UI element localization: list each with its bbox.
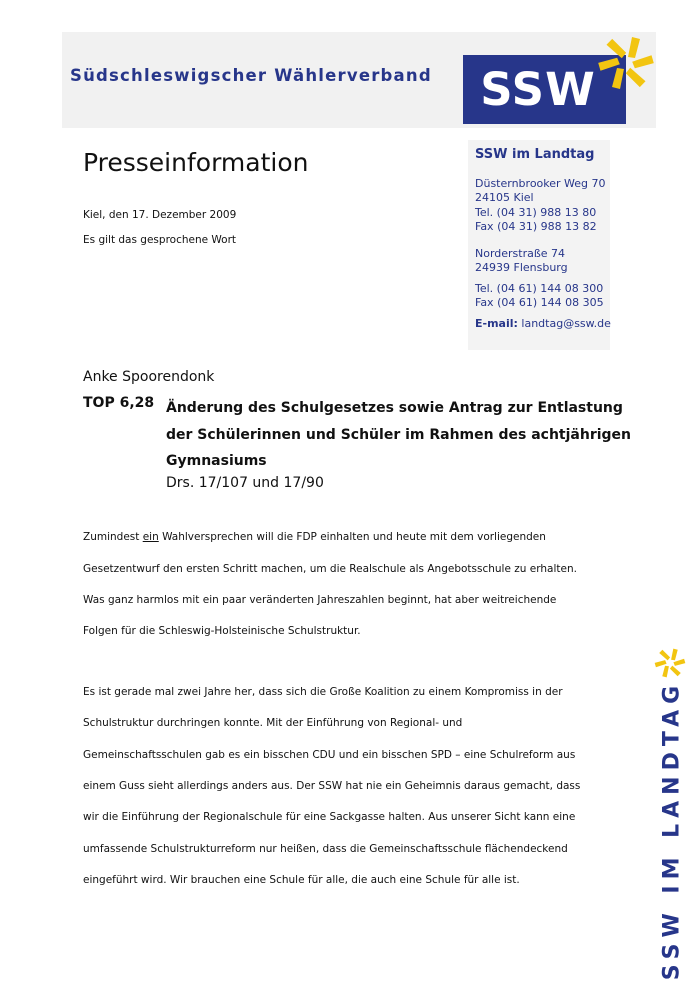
- body-line: eingeführt wird. Wir brauchen eine Schule für alle, die auch eine Schule für alle ist.: [83, 874, 520, 886]
- document-reference: Drs. 17/107 und 17/90: [166, 475, 324, 491]
- contact-title: SSW im Landtag: [475, 147, 595, 162]
- body-line: Es ist gerade mal zwei Jahre her, dass sich die Große Koalition zu einem Kompromiss in der: [83, 686, 563, 698]
- sun-logo-icon: [597, 34, 655, 92]
- email-line: [475, 317, 615, 332]
- org-name: Südschleswigscher Wählerverband: [70, 66, 432, 85]
- speaker-name: Anke Spoorendonk: [83, 369, 215, 385]
- kiel-city: 24105 Kiel: [475, 191, 534, 204]
- body-text: Zumindest: [83, 531, 143, 543]
- body-line: umfassende Schulstrukturreform nur heißen, dass die Gemeinschaftsschule flächendeckend: [83, 843, 568, 855]
- sun-icon: [654, 647, 686, 679]
- body-text: Wahlversprechen will die FDP einhalten und heute mit dem vorliegenden: [158, 531, 546, 543]
- body-line: [83, 531, 546, 543]
- body-line: Folgen für die Schleswig-Holsteinische Schulstruktur.: [83, 625, 361, 637]
- kiel-street: Düsternbrooker Weg 70: [475, 176, 606, 190]
- body-line: Gemeinschaftsschulen gab es ein bisschen CDU und ein bisschen SPD – eine Schulreform aus: [83, 749, 576, 761]
- body-line: einem Guss sieht allerdings anders aus. Der SSW hat nie ein Geheimnis daraus gemacht, dass: [83, 780, 581, 792]
- contact-block: [475, 148, 615, 331]
- agenda-item-label: TOP 6,28: [83, 395, 155, 411]
- body-line: Was ganz harmlos mit ein paar veränderten Jahreszahlen beginnt, hat aber weitreichende: [83, 594, 557, 606]
- flensburg-street: Norderstraße 74: [475, 246, 566, 260]
- flensburg-city: 24939 Flensburg: [475, 261, 568, 274]
- underlined-word: ein: [142, 531, 159, 543]
- flensburg-tel: Tel. (04 61) 144 08 300: [475, 281, 604, 295]
- kiel-tel: Tel. (04 31) 988 13 80: [475, 205, 597, 219]
- flensburg-fax: Fax (04 61) 144 08 305: [475, 296, 604, 309]
- page-title: Presseinformation: [83, 148, 309, 177]
- body-line: wir die Einführung der Regionalschule für eine Sackgasse halten. Aus unserer Sicht kann eine: [83, 811, 576, 823]
- logo-text: SSW: [480, 63, 596, 116]
- email-link[interactable]: landtag@ssw.de: [521, 316, 611, 330]
- email-label: E-mail:: [475, 316, 518, 330]
- body-line: Gesetzentwurf den ersten Schritt machen, um die Realschule als Angebotsschule zu erhalten.: [83, 563, 577, 575]
- vertical-brand-text: SSW IM LANDTAG: [659, 679, 685, 981]
- kiel-fax: Fax (04 31) 988 13 82: [475, 220, 597, 233]
- agenda-item-title: Änderung des Schulgesetzes sowie Antrag zur Entlastung der Schülerinnen und Schüler im Rahmen des achtjährigen Gymnasiums: [166, 400, 632, 469]
- body-line: Schulstruktur durchringen konnte. Mit der Einführung von Regional- und: [83, 717, 463, 729]
- date-line: Kiel, den 17. Dezember 2009: [83, 209, 237, 221]
- speech-note: Es gilt das gesprochene Wort: [83, 234, 237, 246]
